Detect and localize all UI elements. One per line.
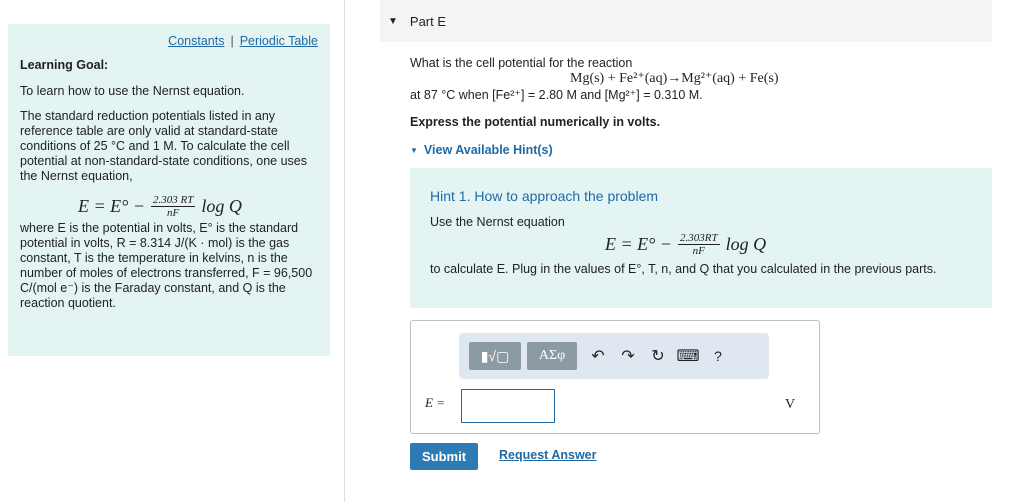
hint-fraction-denominator: nF (692, 245, 705, 257)
view-hints-toggle[interactable] (410, 143, 990, 157)
answer-label: E = (425, 395, 445, 410)
answer-box (410, 320, 820, 434)
goal-title: Learning Goal: (20, 58, 109, 72)
reference-links (20, 34, 318, 48)
reaction-equation: Mg(s) + Fe²⁺(aq)→Mg²⁺(aq) + Fe(s) (570, 71, 779, 86)
collapse-triangle-icon[interactable]: ▼ (388, 15, 398, 27)
learning-goal-panel (8, 24, 330, 356)
express-instruction: Express the potential numerically in volts. (410, 115, 661, 129)
hint-equation-rhs: log Q (725, 234, 767, 254)
hint-triangle-icon: ▼ (410, 145, 418, 155)
part-title: Part E (409, 13, 447, 29)
keyboard-icon[interactable]: ⌨ (676, 348, 700, 365)
help-icon[interactable]: ? (714, 348, 722, 364)
fraction-denominator: nF (167, 207, 180, 219)
link-separator: | (230, 34, 234, 48)
hint-panel (410, 168, 992, 308)
constants-link[interactable]: Constants (168, 34, 225, 48)
view-hints-label: View Available Hint(s) (423, 143, 553, 157)
answer-input[interactable] (461, 389, 555, 423)
greek-symbols-button[interactable]: ΑΣφ (527, 342, 577, 370)
request-answer-link[interactable]: Request Answer (499, 448, 597, 462)
goal-text: To learn how to use the Nernst equation. (20, 84, 245, 98)
reaction-conditions: at 87 °C when [Fe²⁺] = 2.80 M and [Mg²⁺] = 0.310 M. (410, 88, 703, 102)
fraction-numerator: 2.303 RT (152, 194, 194, 206)
question-block (410, 55, 990, 157)
redo-icon[interactable]: ↷ (621, 348, 635, 365)
reset-icon[interactable]: ↻ (651, 348, 665, 365)
hint-fraction-numerator: 2.303RT (679, 232, 718, 244)
hint-heading: How to approach the problem (474, 188, 659, 204)
math-toolbar (459, 333, 769, 379)
undo-icon[interactable]: ↶ (591, 348, 605, 365)
unit-label: V (785, 397, 796, 412)
intro-paragraph: The standard reduction potentials listed in any reference table are only valid at standard-state conditions of 25 °C and 1 M. To calculate the cell potential at non-standard-state conditions, one uses the Nernst equation, (20, 109, 307, 183)
nernst-equation (78, 194, 318, 219)
equation-lhs: E = E° − (78, 196, 145, 216)
hint-instruction: to calculate E. Plug in the values of E°, T, n, and Q that you calculated in the previous parts. (430, 262, 937, 276)
hint-equation-lhs: E = E° − (605, 234, 672, 254)
templates-button[interactable]: ▮√▢ (469, 342, 521, 370)
hint-equation-fraction (678, 232, 720, 257)
column-divider (344, 0, 345, 502)
hint-equation (605, 232, 972, 257)
equation-fraction (151, 194, 195, 219)
submit-button[interactable]: Submit (410, 443, 478, 470)
part-header[interactable] (380, 0, 992, 42)
periodic-table-link[interactable]: Periodic Table (239, 34, 318, 48)
equation-rhs: log Q (201, 196, 242, 216)
variables-paragraph: where E is the potential in volts, E° is the standard potential in volts, R = 8.314 J/(K · mol) is the gas constant, T is the temperature in kelvins, n is the number of moles of electrons transferred, F = 96,500 C/(mol e⁻) is the Faraday constant, and Q is the reaction quotient. (20, 221, 313, 310)
hint-title (430, 188, 972, 204)
question-intro: What is the cell potential for the reaction (410, 56, 633, 70)
hint-use-text: Use the Nernst equation (430, 215, 565, 229)
hint-number: Hint 1. (430, 188, 471, 204)
